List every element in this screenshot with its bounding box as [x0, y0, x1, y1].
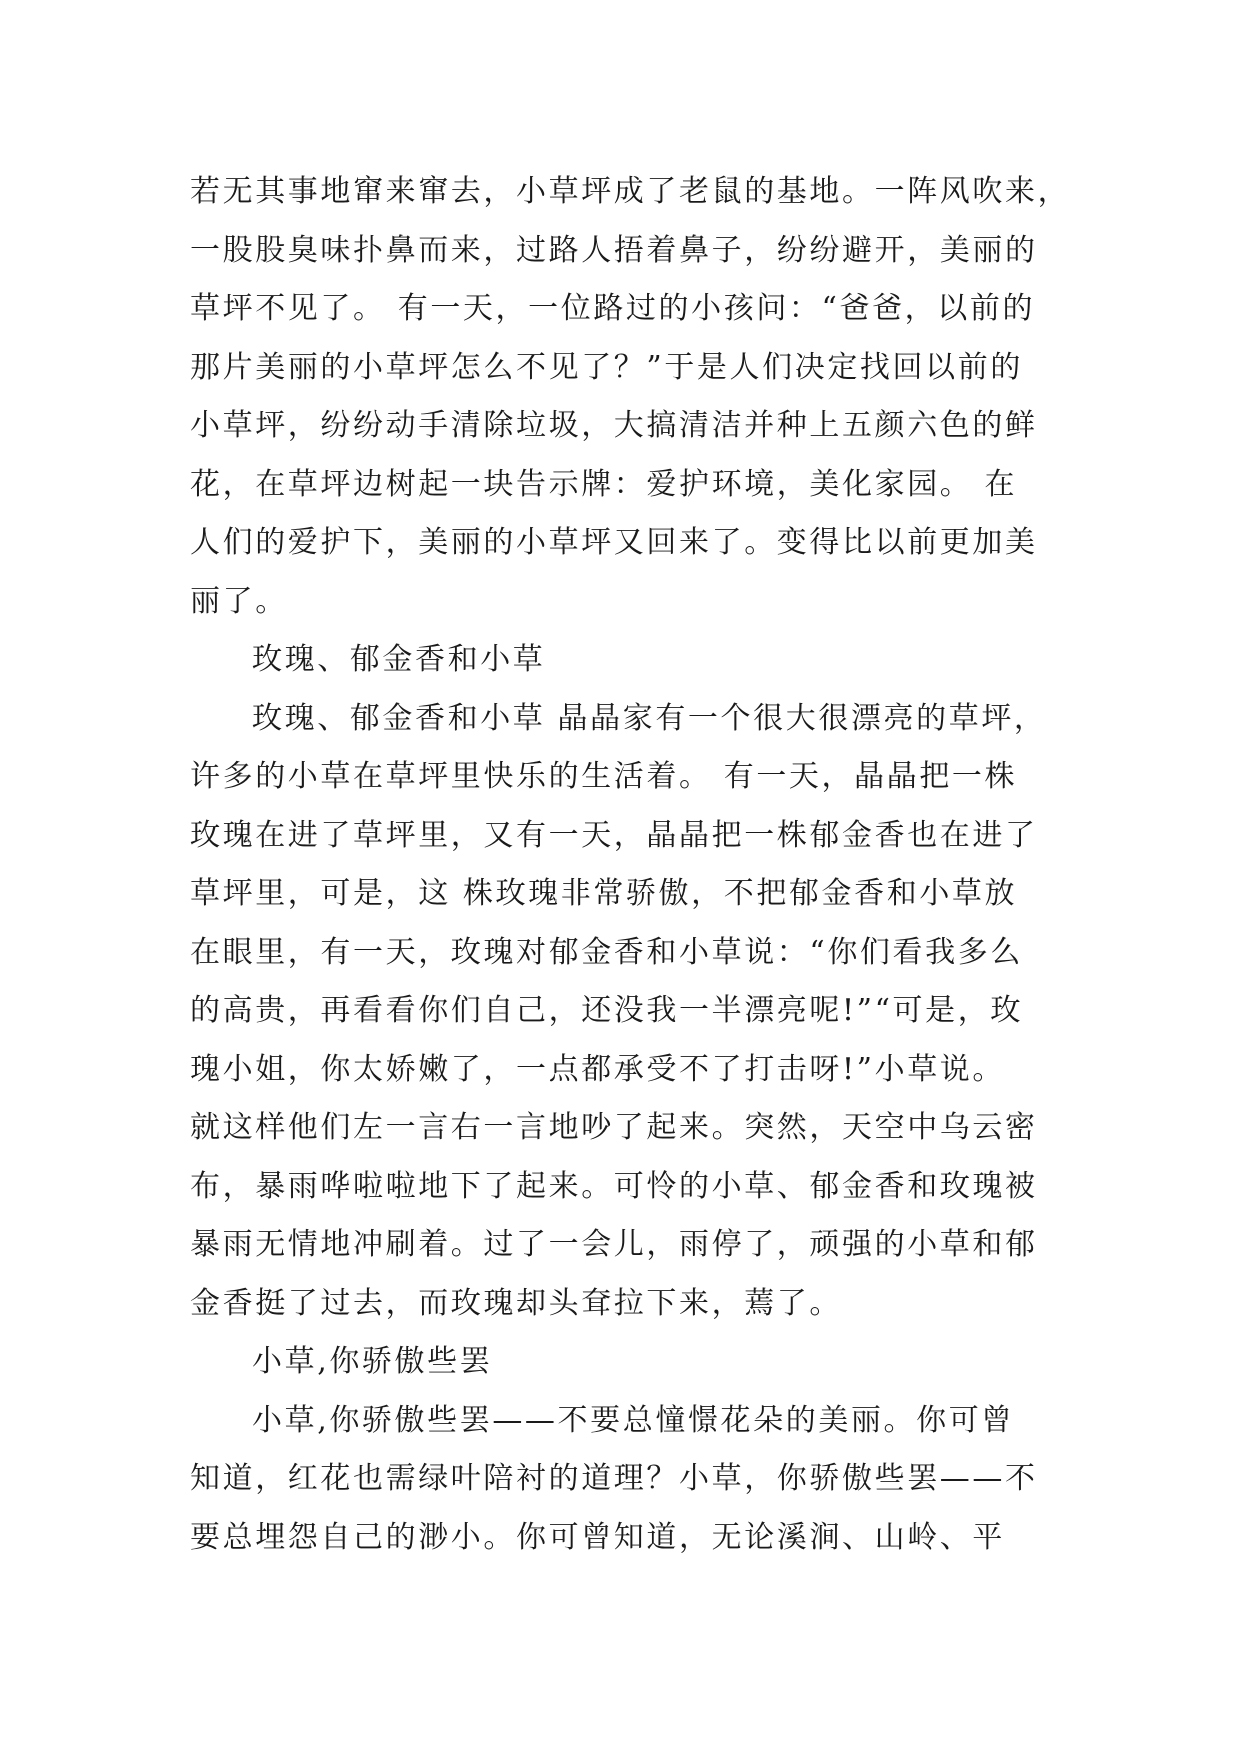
text-line: 就这样他们左一言右一言地吵了起来。突然，天空中乌云密	[190, 1110, 1038, 1145]
text-line: 暴雨无情地冲刷着。过了一会儿，雨停了，顽强的小草和郁	[190, 1227, 1038, 1262]
text-line: 草坪不见了。 有一天，一位路过的小孩问：“爸爸，以前的	[190, 291, 1036, 326]
text-line: 知道，红花也需绿叶陪衬的道理？小草，你骄傲些罢——不	[190, 1461, 1038, 1496]
text-line: 瑰小姐，你太娇嫩了，一点都承受不了打击呀!”小草说。	[190, 1051, 1005, 1087]
text-line: 草坪里，可是，这 株玫瑰非常骄傲，不把郁金香和小草放	[190, 876, 1018, 911]
text-line: 要总埋怨自己的渺小。你可曾知道，无论溪涧、山岭、平	[190, 1519, 1005, 1555]
text-line: 小草坪，纷纷动手清除垃圾，大搞清洁并种上五颜六色的鲜	[190, 408, 1038, 443]
text-line: 的高贵，再看看你们自己，还没我一半漂亮呢!”“可是，玫	[190, 993, 1023, 1028]
section-heading: 玫瑰、郁金香和小草	[252, 642, 546, 677]
text-line: 花，在草坪边树起一块告示牌：爱护环境，美化家园。 在	[190, 466, 1018, 502]
paragraph-start-line: 小草,你骄傲些罢——不要总憧憬花朵的美丽。你可曾	[252, 1402, 1014, 1438]
text-line: 许多的小草在草坪里快乐的生活着。 有一天，晶晶把一株	[190, 759, 1018, 794]
text-line: 人们的爱护下，美丽的小草坪又回来了。变得比以前更加美	[190, 525, 1038, 560]
body-text	[190, 163, 1110, 1567]
text-line: 金香挺了过去，而玫瑰却头耷拉下来，蔫了。	[190, 1285, 842, 1321]
text-line: 丽了。	[190, 583, 288, 619]
text-line: 若无其事地窜来窜去，小草坪成了老鼠的基地。一阵风吹来，	[190, 174, 1071, 209]
text-line: 布，暴雨哗啦啦地下了起来。可怜的小草、郁金香和玫瑰被	[190, 1168, 1038, 1204]
text-line: 那片美丽的小草坪怎么不见了？”于是人们决定找回以前的	[190, 349, 1023, 385]
text-line: 玫瑰在进了草坪里，又有一天，晶晶把一株郁金香也在进了	[190, 817, 1038, 853]
text-line: 在眼里，有一天，玫瑰对郁金香和小草说：“你们看我多么	[190, 934, 1023, 970]
section-heading: 小草,你骄傲些罢	[252, 1344, 493, 1379]
paragraph-start-line: 玫瑰、郁金香和小草 晶晶家有一个很大很漂亮的草坪，	[252, 700, 1047, 736]
text-line: 一股股臭味扑鼻而来，过路人捂着鼻子，纷纷避开，美丽的	[190, 232, 1038, 268]
